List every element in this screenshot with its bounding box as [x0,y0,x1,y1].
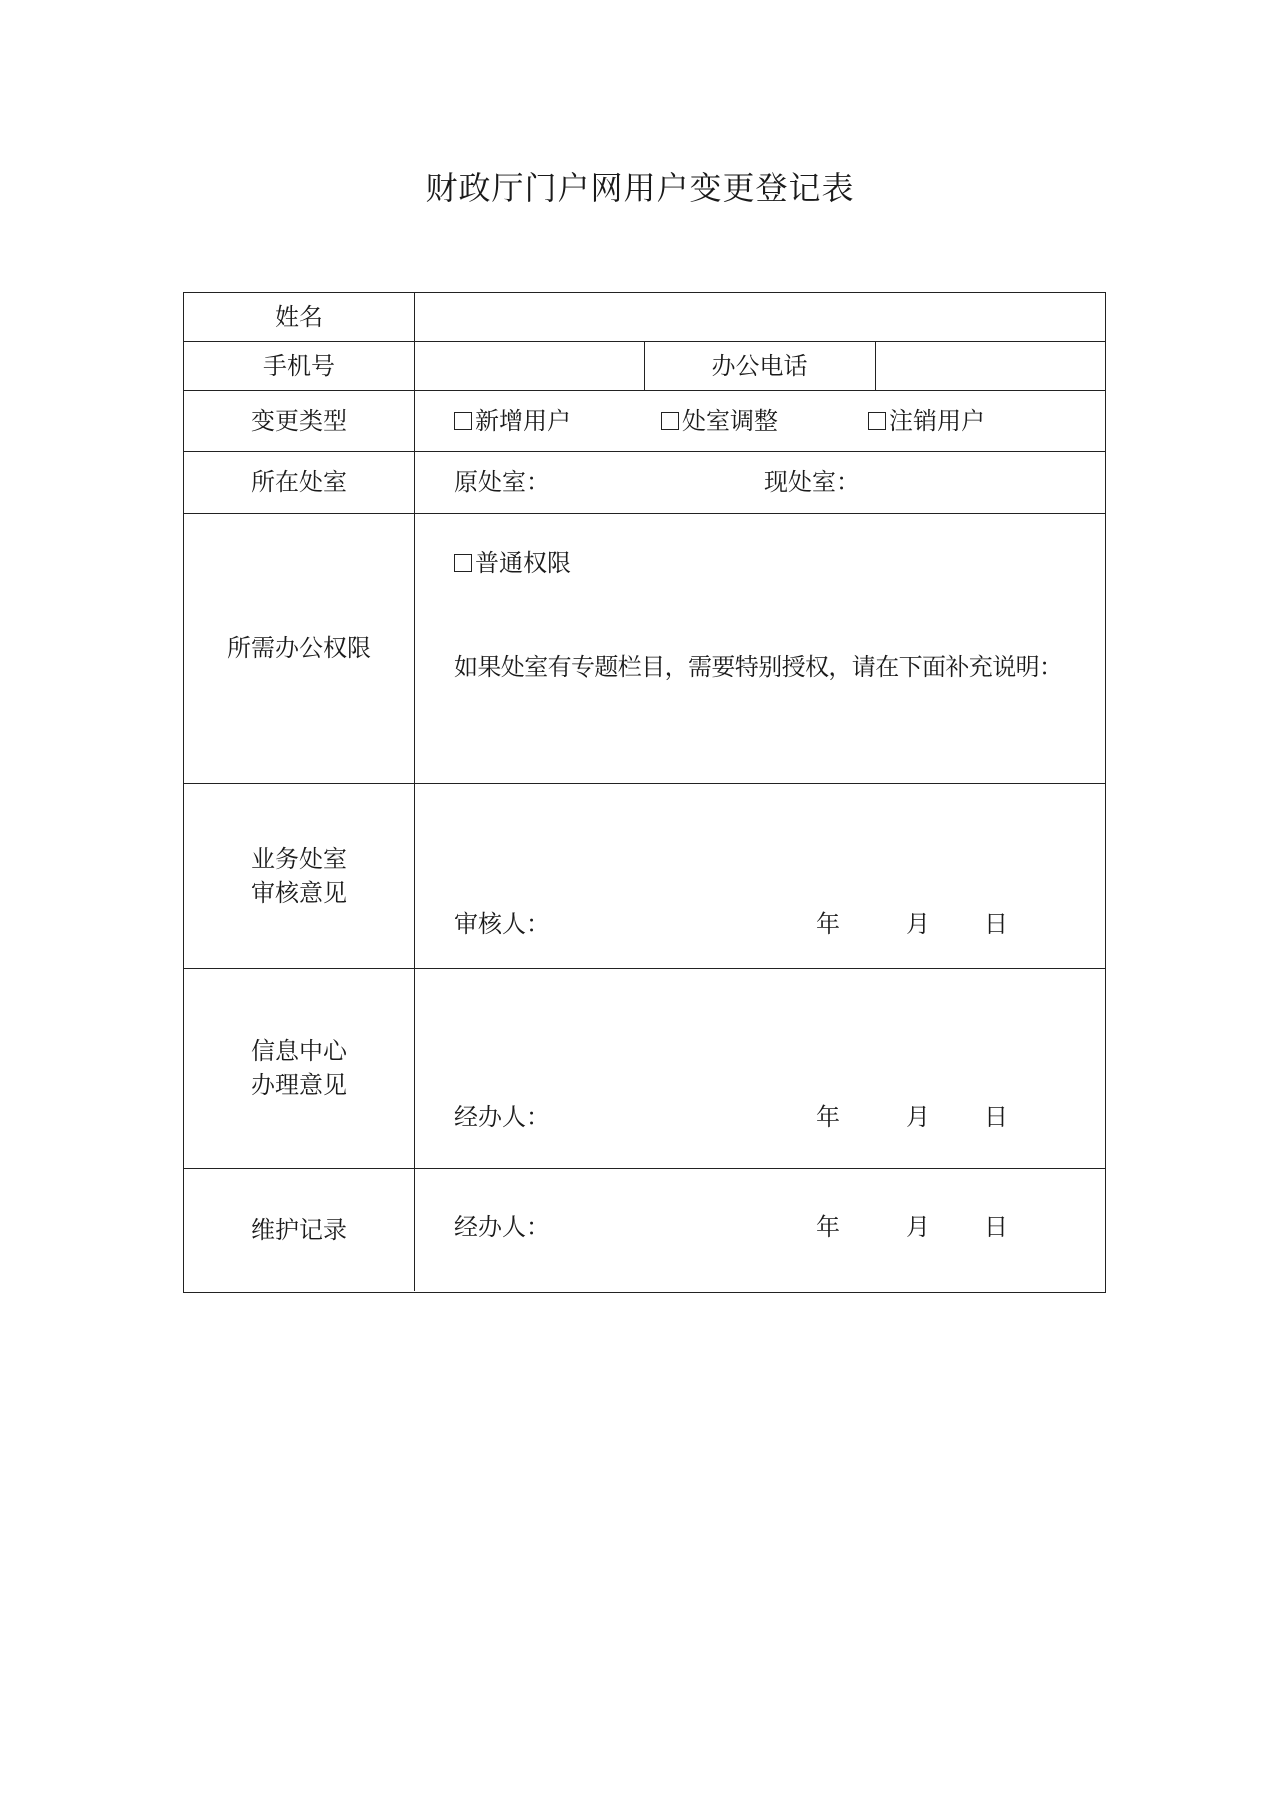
maintenance-date-day: 日 [984,1213,1008,1241]
reviewer-label: 审核人： [454,910,550,938]
registration-form-table [183,292,1106,1293]
phone-field[interactable] [418,347,640,385]
business-review-label [184,783,414,968]
checkbox-label: 注销用户 [889,407,985,435]
checkbox-label: 普通权限 [475,549,571,577]
change-type-new-user[interactable] [454,404,571,438]
change-type-label: 变更类型 [251,406,347,435]
phone-label: 手机号 [263,351,335,380]
office-phone-label: 办公电话 [711,351,808,380]
checkbox[interactable] [868,412,886,430]
review-date-year: 年 [816,910,840,938]
info-center-label-line1: 信息中心 [251,1037,347,1065]
handling-date-year: 年 [816,1103,840,1131]
department-label: 所在处室 [251,468,347,496]
checkbox[interactable] [454,554,472,572]
permissions-label: 所需办公权限 [227,634,371,662]
handler-label: 经办人： [454,1103,550,1131]
business-review-label-line2: 审核意见 [251,878,347,907]
business-review-label-line1: 业务处室 [251,844,347,873]
page-title: 财政厅门户网用户变更登记表 [425,169,855,207]
change-type-cancel-user[interactable] [868,404,985,438]
office-phone-field[interactable] [879,347,1101,385]
column-divider [875,341,876,390]
checkbox[interactable] [454,412,472,430]
maintenance-date-month: 月 [906,1213,930,1241]
column-divider [414,293,415,1291]
original-department-label: 原处室： [454,468,550,496]
name-label: 姓名 [275,303,323,331]
handling-date-day: 日 [984,1103,1008,1131]
review-date-day: 日 [984,910,1008,938]
maintenance-date-year: 年 [816,1213,840,1241]
checkbox-label: 新增用户 [475,407,571,435]
name-field[interactable] [418,299,1100,337]
permission-note: 如果处室有专题栏目，需要特别授权，请在下面补充说明： [454,653,1063,681]
handling-date-month: 月 [906,1103,930,1131]
change-type-department-adjust[interactable] [661,404,778,438]
info-center-label [184,968,414,1168]
maintenance-label: 维护记录 [251,1215,347,1244]
permission-normal[interactable] [454,546,571,580]
checkbox-label: 处室调整 [682,407,778,435]
info-center-label-line2: 办理意见 [251,1071,347,1099]
checkbox[interactable] [661,412,679,430]
review-date-month: 月 [906,910,930,938]
current-department-label: 现处室： [764,468,860,496]
maintenance-handler-label: 经办人： [454,1213,550,1241]
